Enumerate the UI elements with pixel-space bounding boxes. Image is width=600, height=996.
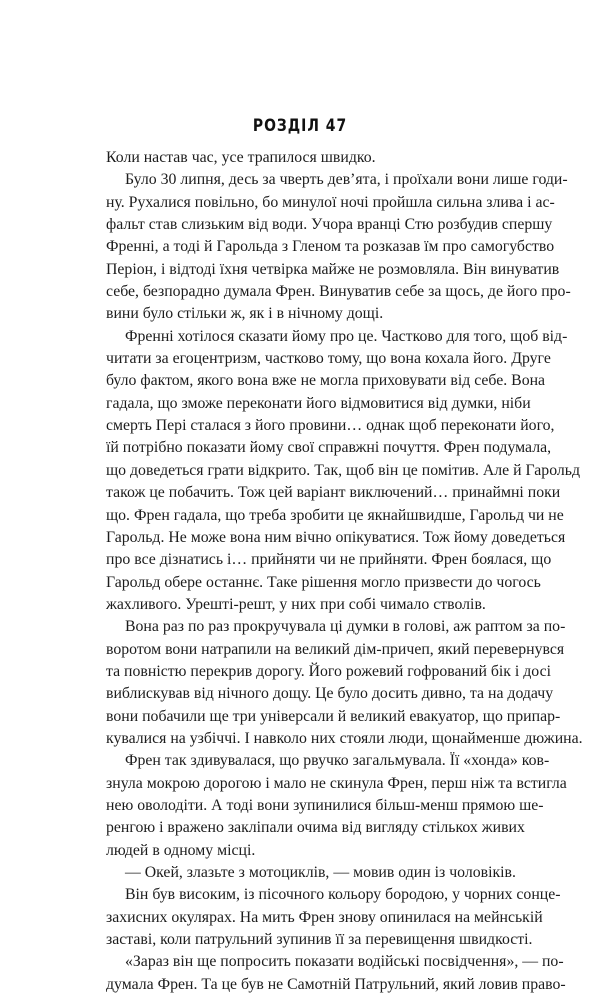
text-line: виблискував від нічного дощу. Це було досить дивно, та на додачу [106,685,554,703]
text-line: Періон, і відтоді їхня четвірка майже не розмовляла. Він винуватив [106,260,560,278]
page-text [106,147,583,996]
text-line: думала Френ. Та це був не Самотній Патрульний, який ловив право- [106,975,566,993]
text-line: читати за егоцентризм, частково тому, що вона кохала його. Друге [106,350,551,368]
text-line: воротом вони натрапили на великий дім-причеп, який перевернувся [106,640,565,658]
text-line: вини було стільки ж, як і в нічному дощі. [106,305,384,323]
text-line: заставі, коли патрульний зупинив її за перевищення швидкості. [106,931,533,949]
text-line: фальт став слизьким від води. Учора вранці Стю розбудив спершу [106,216,553,234]
text-line: та повністю перекрив дорогу. Його рожевий гофрований бік і досі [106,662,551,680]
text-line: було фактом, якого вона вже не могла приховувати від себе. Вона [106,372,546,390]
text-line: також це побачить. Тож цей варіант виключений… принаймні поки [106,484,561,502]
text-line: кувалися на узбіччі. І навколо них стояли люди, щонайменше дюжина. [106,729,583,747]
text-line: ренгою і вражено закліпали очима від вигляду стількох живих [106,819,525,837]
text-line: Коли настав час, усе трапилося швидко. [106,149,376,166]
text-line: жахливого. Урешті-решт, у них при собі чимало стволів. [106,595,486,613]
text-line: Френні хотілося сказати йому про це. Частково для того, щоб від- [125,327,568,345]
text-line: ну. Рухалися повільно, бо минулої ночі пройшла сильна злива і ас- [106,193,555,211]
text-line: Гарольд. Не може вона ним вічно опікуватися. Тож йому доведеться [106,528,566,546]
text-line: — Окей, злазьте з мотоциклів, — мовив один із чоловіків. [125,864,516,881]
text-line: Френні, а тоді й Гарольда з Гленом та розказав їм про самогубство [106,238,555,256]
text-line: вони побачили ще три універсали й великий евакуатор, що припар- [106,707,561,725]
text-line: що. Френ гадала, що треба зробити це якнайшвидше, Гарольд чи не [106,506,564,524]
text-line: що доведеться грати відкрито. Так, щоб він це помітив. Але й Гарольд [106,461,581,479]
text-line: «Зараз він ще попросить показати водійські посвідчення», — по- [125,953,564,971]
text-line: Було 30 липня, десь за чверть дев’ята, і проїхали вони лише годи- [125,171,568,189]
text-line: Френ так здивувалася, що рвучко загальмувала. Її «хонда» ков- [125,752,550,770]
chapter-title: РОЗДІЛ 47 [252,116,348,136]
text-line: нею оволодіти. А тоді вони зупинилися більш-менш прямою ше- [106,796,544,814]
text-line: смерть Пері сталася з його провини… однак щоб переконати його, [106,417,555,435]
text-line: захисних окулярах. На мить Френ знову опинилася на мейнській [106,908,543,926]
text-line: людей в одному місці. [106,841,256,859]
text-line: Він був високим, із пісочного кольору бородою, у чорних сонце- [125,886,561,904]
text-line: себе, безпорадно думала Френ. Винуватив себе за щось, де його про- [106,283,571,301]
text-line: їй потрібно показати йому свої справжні почуття. Френ подумала, [106,439,552,457]
text-line: про все дізнатись і… прийняти чи не прийняти. Френ боялася, що [106,551,552,569]
text-line: Вона раз по раз прокручувала ці думки в голові, аж раптом за по- [125,618,566,636]
text-line: Гарольд обере останнє. Таке рішення могло призвести до чогось [106,573,541,591]
text-line: гадала, що зможе переконати його відмовитися від думки, ніби [106,394,531,412]
text-line: знула мокрою дорогою і мало не скинула Френ, перш ніж та встигла [106,774,567,792]
